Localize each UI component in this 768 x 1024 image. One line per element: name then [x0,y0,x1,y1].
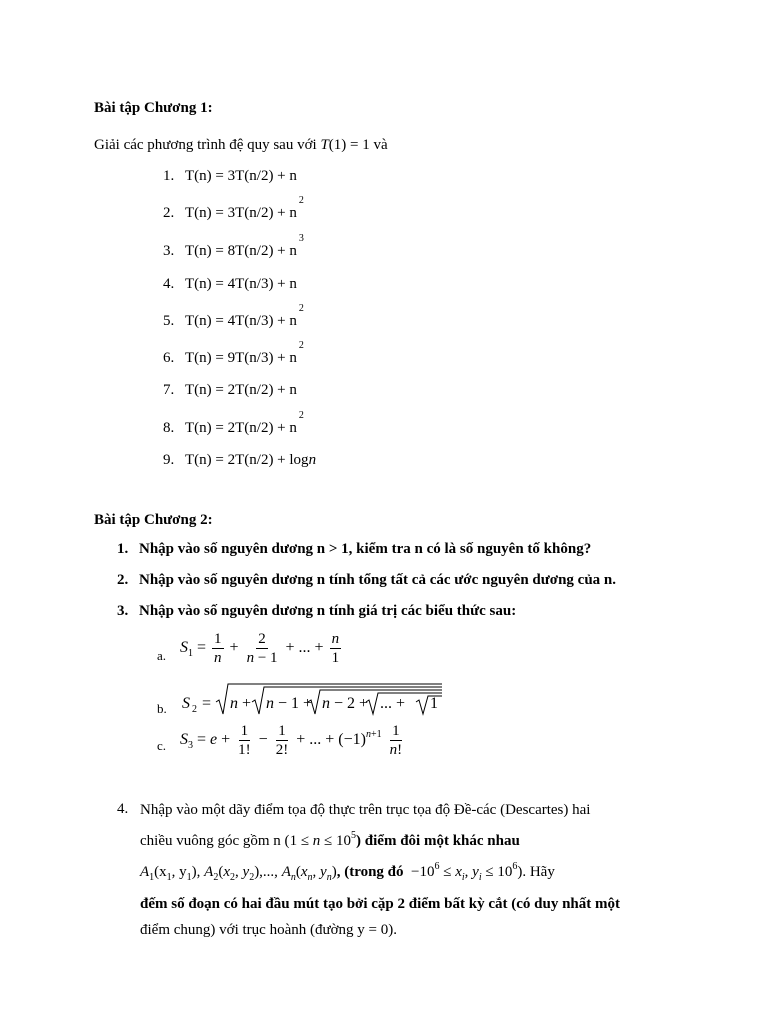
chapter1-item: 6. $T(n) = 9T(n/3) + n^2$ [163,340,304,366]
item4-line3: $A_1(x_1$, $y_1$), $A_2(x_2$, $y_2$),..., $A_n(x_n$, $y_n$), (trong đó $-10^6 \le x_i$, $y_i \le 10^6$). Hãy [140,861,555,883]
intro-suffix: (1) = 1 và [328,137,388,153]
svg-text:n − 2 +: n − 2 + [322,695,369,712]
chapter1-item: 9. T(n) = 2T(n/2) + logn [163,452,317,468]
formula-s1: $S_1$ = $\frac{1}{n}$ + $\frac{2}{n - 1}$ + ... + $\frac{n}{1}$ [180,631,340,666]
chapter2-heading: Bài tập Chương 2: [94,512,213,528]
intro-prefix: Giải các phương trình đệ quy sau với [94,137,321,153]
chapter2-item-3: 3. Nhập vào số nguyên dương n tính giá trị các biểu thức sau: [117,603,517,619]
intro-t: T [320,137,329,153]
chapter1-item: 4. T(n) = 4T(n/3) + n [163,276,297,292]
chapter2-item-2: 2. Nhập vào số nguyên dương n tính tổng tất cả các ước nguyên dương của n. [117,572,617,588]
chapter1-item: 5. $T(n) = 4T(n/3) + n^2$ [163,303,304,329]
item4-line2: chiều vuông góc gồm n $(1 \le n \le 10^5)$ điểm đôi một khác nhau [140,830,520,849]
chapter1-item: 7. T(n) = 2T(n/2) + n [163,382,297,398]
formula-c-label: c. [157,738,167,753]
svg-text:S: S [182,695,190,712]
formula-a-label: a. [157,648,167,663]
chapter1-item: 2. $T(n) = 3T(n/2) + n^2$ [163,195,304,221]
formula-s2 [180,680,450,720]
chapter2-item-1: 1. Nhập vào số nguyên dương n > 1, kiểm tra n có là số nguyên tố không? [117,541,592,557]
svg-text:1: 1 [430,695,438,712]
formula-b-label: b. [157,701,167,716]
chapter1-intro [94,137,388,154]
formula-s2-svg [180,680,450,720]
item4-line4: đếm số đoạn có hai đầu mút tạo bởi cặp 2 điểm bất kỳ cắt (có duy nhất một [140,896,621,912]
chapter1-item: 1. T(n) = 3T(n/2) + n [163,168,297,184]
formula-s3: $S_3 = e$ + $\frac{1}{1!}$ − $\frac{1}{2!}$ + ... + $(-1)^{n+1}$ $\frac{1}{n!}$ [180,723,403,758]
svg-text:n +: n + [230,695,252,712]
item4-line5: điểm chung) với trục hoành (đường y = 0). [140,922,397,938]
chapter1-item: 8. $T(n) = 2T(n/2) + n^2$ [163,410,304,436]
svg-text:2: 2 [192,704,197,715]
svg-text:... +: ... + [380,695,406,712]
chapter1-item: 3. $T(n) = 8T(n/2) + n^3$ [163,233,304,259]
chapter2-item-4 [140,797,675,943]
svg-text:n − 1 +: n − 1 + [266,695,313,712]
chapter2-item-4-num: 4. [117,801,129,817]
svg-text:=: = [202,695,212,712]
chapter1-heading: Bài tập Chương 1: [94,100,213,116]
item4-line1: Nhập vào một dãy điểm tọa độ thực trên trục tọa độ Đề-các (Descartes) hai [140,802,591,818]
